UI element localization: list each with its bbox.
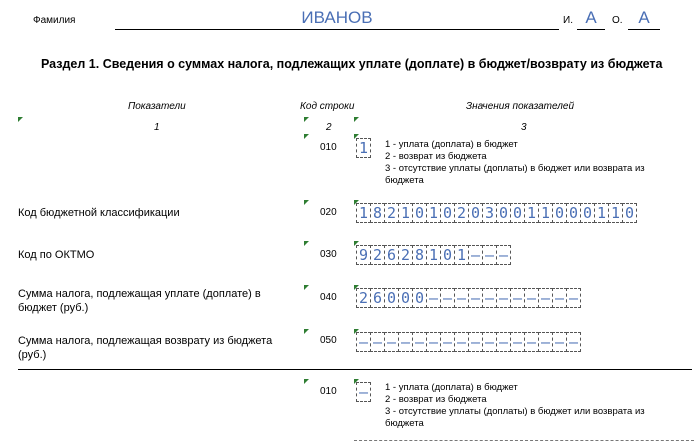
digit-cell[interactable]: –: [454, 332, 469, 352]
digit-cell[interactable]: –: [482, 288, 497, 308]
digit-cell[interactable]: –: [468, 332, 483, 352]
digit-cell[interactable]: –: [510, 288, 525, 308]
digit-cell[interactable]: 0: [412, 288, 427, 308]
option-line: 2 - возврат из бюджета: [385, 151, 487, 162]
oktmo-field[interactable]: [356, 245, 511, 265]
digit-cell[interactable]: 0: [468, 203, 483, 223]
kbk-field[interactable]: [356, 203, 637, 223]
digit-cell[interactable]: –: [426, 332, 441, 352]
digit-cell[interactable]: –: [566, 332, 581, 352]
col-number-1: 1: [154, 122, 160, 133]
digit-cell[interactable]: 0: [622, 203, 637, 223]
digit-cell[interactable]: –: [538, 288, 553, 308]
payment-type-options: [385, 139, 685, 187]
initial-i-value: А: [585, 8, 597, 27]
digit-cell[interactable]: 8: [412, 245, 427, 265]
col-number-3: 3: [521, 122, 527, 133]
field-marker: [304, 134, 309, 139]
digit-cell[interactable]: 0: [566, 203, 581, 223]
col-indicators-header: Показатели: [128, 101, 186, 112]
digit-cell[interactable]: –: [552, 332, 567, 352]
digit-cell[interactable]: 0: [440, 245, 455, 265]
col-values-header: Значения показателей: [466, 101, 575, 112]
digit-cell[interactable]: –: [440, 332, 455, 352]
digit-cell[interactable]: 0: [412, 203, 427, 223]
digit-cell[interactable]: 1: [594, 203, 609, 223]
digit-cell[interactable]: 6: [370, 288, 385, 308]
digit-cell[interactable]: 1: [426, 203, 441, 223]
digit-cell[interactable]: 1: [524, 203, 539, 223]
initial-i-label: И.: [563, 15, 573, 26]
field-marker: [304, 379, 309, 384]
dotted-rule: [354, 440, 694, 441]
initial-i-field[interactable]: [577, 8, 605, 30]
digit-cell[interactable]: –: [412, 332, 427, 352]
digit-cell[interactable]: –: [496, 332, 511, 352]
digit-cell[interactable]: 2: [370, 245, 385, 265]
option-line: 1 - уплата (доплата) в бюджет: [385, 382, 518, 393]
oktmo-label: Код по ОКТМО: [18, 249, 95, 261]
payment-type-field-second[interactable]: [356, 382, 371, 402]
line-code-020: 020: [320, 207, 337, 218]
option-line: бюджета: [385, 175, 424, 186]
digit-cell[interactable]: –: [510, 332, 525, 352]
tax-refund-label: Сумма налога, подлежащая возврату из бюджета (руб.): [18, 335, 273, 361]
initial-o-value: А: [638, 8, 650, 27]
digit-cell[interactable]: –: [482, 245, 497, 265]
digit-cell[interactable]: 2: [384, 203, 399, 223]
field-marker: [304, 241, 309, 246]
digit-cell[interactable]: 2: [398, 245, 413, 265]
option-line: бюджета: [385, 418, 424, 429]
tax-payable-field[interactable]: [356, 288, 581, 308]
digit-cell[interactable]: 1: [356, 203, 371, 223]
section-divider: [18, 369, 692, 370]
digit-cell[interactable]: 8: [370, 203, 385, 223]
digit-cell[interactable]: 0: [552, 203, 567, 223]
field-marker: [304, 329, 309, 334]
digit-cell[interactable]: 1: [454, 245, 469, 265]
section-title: Раздел 1. Сведения о суммах налога, подлежащих уплате (доплате) в бюджет/возврату из бюджета: [41, 57, 663, 71]
digit-cell[interactable]: –: [482, 332, 497, 352]
surname-label: Фамилия: [33, 15, 76, 26]
payment-type-options-second: [385, 382, 685, 430]
line-code-030: 030: [320, 249, 337, 260]
digit-cell[interactable]: –: [384, 332, 399, 352]
line-code-010: 010: [320, 142, 337, 153]
option-line: 1 - уплата (доплата) в бюджет: [385, 139, 518, 150]
digit-cell[interactable]: –: [524, 332, 539, 352]
digit-cell[interactable]: –: [398, 332, 413, 352]
digit-cell[interactable]: –: [524, 288, 539, 308]
col-line-code-header: Код строки: [300, 101, 355, 112]
field-marker: [304, 117, 309, 122]
initial-o-label: О.: [612, 15, 623, 26]
digit-cell[interactable]: 1: [426, 245, 441, 265]
field-marker: [354, 117, 359, 122]
digit-cell[interactable]: –: [440, 288, 455, 308]
digit-cell[interactable]: –: [496, 245, 511, 265]
digit-cell[interactable]: 0: [580, 203, 595, 223]
digit-cell[interactable]: 2: [356, 288, 371, 308]
surname-field[interactable]: [115, 8, 559, 30]
digit-cell[interactable]: 1: [608, 203, 623, 223]
tax-refund-field[interactable]: [356, 332, 581, 352]
field-marker: [304, 200, 309, 205]
payment-type-field[interactable]: [356, 138, 371, 158]
digit-cell[interactable]: –: [370, 332, 385, 352]
digit-cell[interactable]: –: [496, 288, 511, 308]
digit-cell[interactable]: –: [468, 288, 483, 308]
digit-cell[interactable]: 0: [440, 203, 455, 223]
digit-cell[interactable]: 0: [384, 288, 399, 308]
initial-o-field[interactable]: [628, 8, 660, 30]
option-line: 3 - отсутствие уплаты (доплаты) в бюджет или возврата из: [385, 406, 645, 417]
field-marker: [304, 285, 309, 290]
digit-cell[interactable]: –: [566, 288, 581, 308]
digit-cell[interactable]: 3: [482, 203, 497, 223]
tax-payable-label: Сумма налога, подлежащая уплате (доплате) в бюджет (руб.): [18, 288, 261, 314]
line-code-050: 050: [320, 335, 337, 346]
digit-cell[interactable]: –: [454, 288, 469, 308]
surname-value: ИВАНОВ: [301, 8, 373, 27]
digit-cell[interactable]: 0: [496, 203, 511, 223]
digit-cell[interactable]: 1: [398, 203, 413, 223]
digit-cell[interactable]: 0: [398, 288, 413, 308]
col-number-2: 2: [326, 122, 332, 133]
digit-cell[interactable]: 1: [356, 138, 371, 158]
field-marker: [18, 117, 23, 122]
kbk-label: Код бюджетной классификации: [18, 207, 180, 219]
option-line: 2 - возврат из бюджета: [385, 394, 487, 405]
digit-cell[interactable]: –: [356, 382, 371, 402]
digit-cell[interactable]: –: [538, 332, 553, 352]
digit-cell[interactable]: –: [552, 288, 567, 308]
option-line: 3 - отсутствие уплаты (доплаты) в бюджет или возврата из: [385, 163, 645, 174]
digit-cell[interactable]: –: [426, 288, 441, 308]
digit-cell[interactable]: 9: [356, 245, 371, 265]
digit-cell[interactable]: –: [468, 245, 483, 265]
digit-cell[interactable]: 6: [384, 245, 399, 265]
digit-cell[interactable]: 2: [454, 203, 469, 223]
digit-cell[interactable]: 1: [538, 203, 553, 223]
line-code-040: 040: [320, 292, 337, 303]
line-code-010-second: 010: [320, 386, 337, 397]
digit-cell[interactable]: –: [356, 332, 371, 352]
digit-cell[interactable]: 0: [510, 203, 525, 223]
